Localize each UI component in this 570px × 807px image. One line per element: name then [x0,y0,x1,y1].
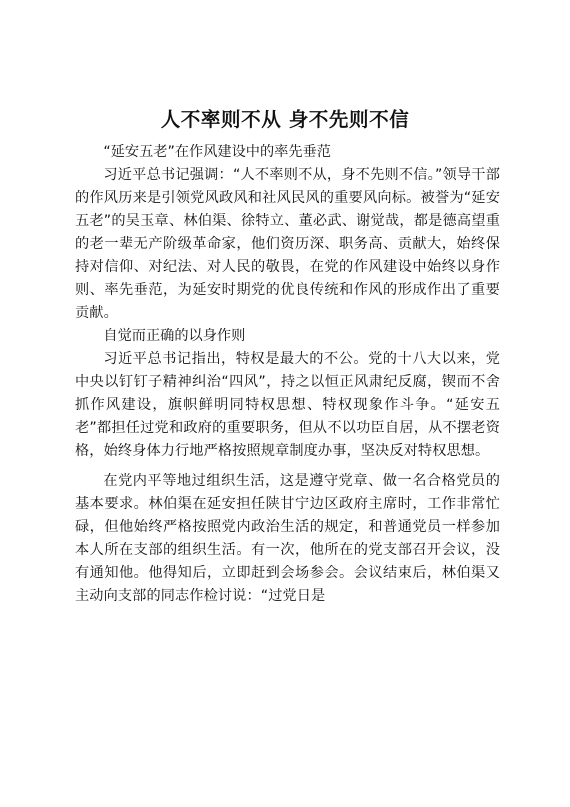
section-subheading-2: 自觉而正确的以身作则 [103,328,246,344]
paragraph-2: 习近平总书记指出，特权是最大的不公。党的十八大以来，党中央以钉钉子精神纠治“四风”，持之以恒正风肃纪反腐，锲而不舍抓作风建设，旗帜鲜明同特权思想、特权现象作斗争。“延安五老”都担任过党和政府的重要职务，但从不以功臣自居，从不摆老资格，始终身体力行地严格按照规章制度办事，坚决反对特权思想。 [75,351,500,459]
paragraph-1: 习近平总书记强调：“人不率则不从，身不先则不信。”领导干部的作风历来是引领党风政风和社风民风的重要风向标。被誉为“延安五老”的吴玉章、林伯渠、徐特立、董必武、谢觉哉，都是德高望重的老一辈无产阶级革命家，他们资历深、职务高、贡献大，始终保持对信仰、对纪法、对人民的敬畏，在党的作风建设中始终以身作则、率先垂范，为延安时期党的优良传统和作风的形成作出了重要贡献。 [75,167,500,321]
document-title: 人不率则不从 身不先则不信 [160,108,410,131]
section-subheading-1: “延安五老”在作风建设中的率先垂范 [103,144,331,160]
document-body [75,141,500,608]
paragraph-3: 在党内平等地过组织生活，这是遵守党章、做一名合格党员的基本要求。林伯渠在延安担任陕甘宁边区政府主席时，工作非常忙碌，但他始终严格按照党内政治生活的规定，和普通党员一样参加本人所在支部的组织生活。有一次，他所在的党支部召开会议，没有通知他。他得知后，立即赶到会场参会。会议结束后，林伯渠又主动向支部的同志作检讨说：“过党日是 [75,473,500,604]
